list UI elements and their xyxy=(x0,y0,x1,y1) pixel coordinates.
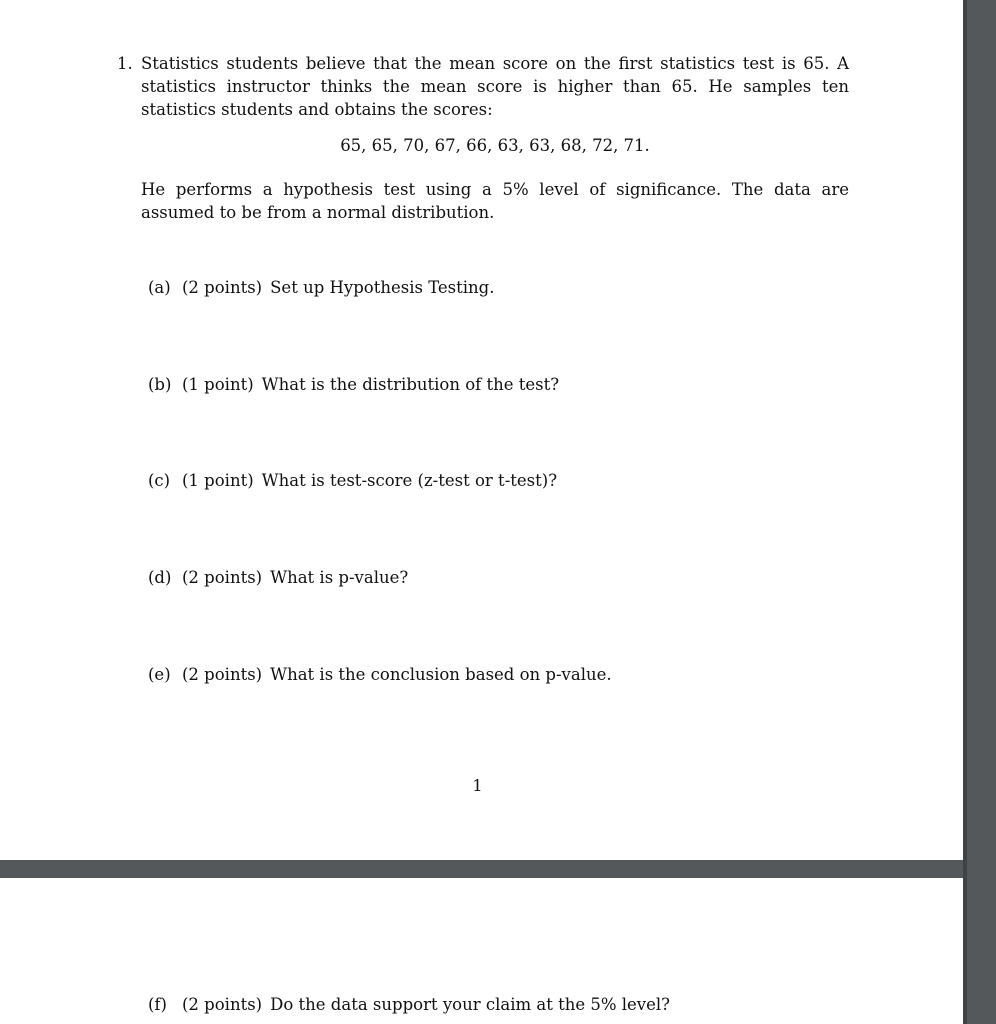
part-points: (1 point) xyxy=(182,375,254,394)
part-points: (2 points) xyxy=(182,278,263,297)
part-text: Set up Hypothesis Testing. xyxy=(270,278,495,297)
part-label: (c) xyxy=(148,471,171,490)
part-text: What is the distribution of the test? xyxy=(261,375,560,394)
part-e xyxy=(148,663,612,686)
part-points: (1 point) xyxy=(182,471,254,490)
part-text: What is p-value? xyxy=(270,568,409,587)
question-assumption: He performs a hypothesis test using a 5% level of significance. The data are assumed to be from a normal distribution. xyxy=(141,180,849,222)
part-c xyxy=(148,469,557,492)
part-label: (d) xyxy=(148,568,172,587)
part-points: (2 points) xyxy=(182,568,263,587)
part-text: What is the conclusion based on p-value. xyxy=(270,665,612,684)
part-label: (e) xyxy=(148,665,171,684)
part-d xyxy=(148,566,408,589)
document-page-2 xyxy=(0,878,963,1024)
part-points: (2 points) xyxy=(182,665,263,684)
question-number: 1. xyxy=(117,54,133,73)
part-label: (b) xyxy=(148,375,172,394)
part-b xyxy=(148,373,559,396)
part-a xyxy=(148,276,495,299)
scores-list: 65, 65, 70, 67, 66, 63, 63, 68, 72, 71. xyxy=(340,136,650,155)
viewer-page-edge xyxy=(963,0,967,1024)
question-intro: Statistics students believe that the mean score on the first statistics test is 65. A statistics instructor thinks the mean score is higher than 65. He samples ten statistics students and obtains the scores: xyxy=(141,54,849,119)
part-points: (2 points) xyxy=(182,995,263,1014)
part-label: (f) xyxy=(148,995,167,1014)
part-label: (a) xyxy=(148,278,171,297)
part-text: What is test-score (z-test or t-test)? xyxy=(261,471,558,490)
page-number: 1 xyxy=(472,776,483,795)
part-f xyxy=(148,993,670,1016)
part-text: Do the data support your claim at the 5% level? xyxy=(270,995,671,1014)
